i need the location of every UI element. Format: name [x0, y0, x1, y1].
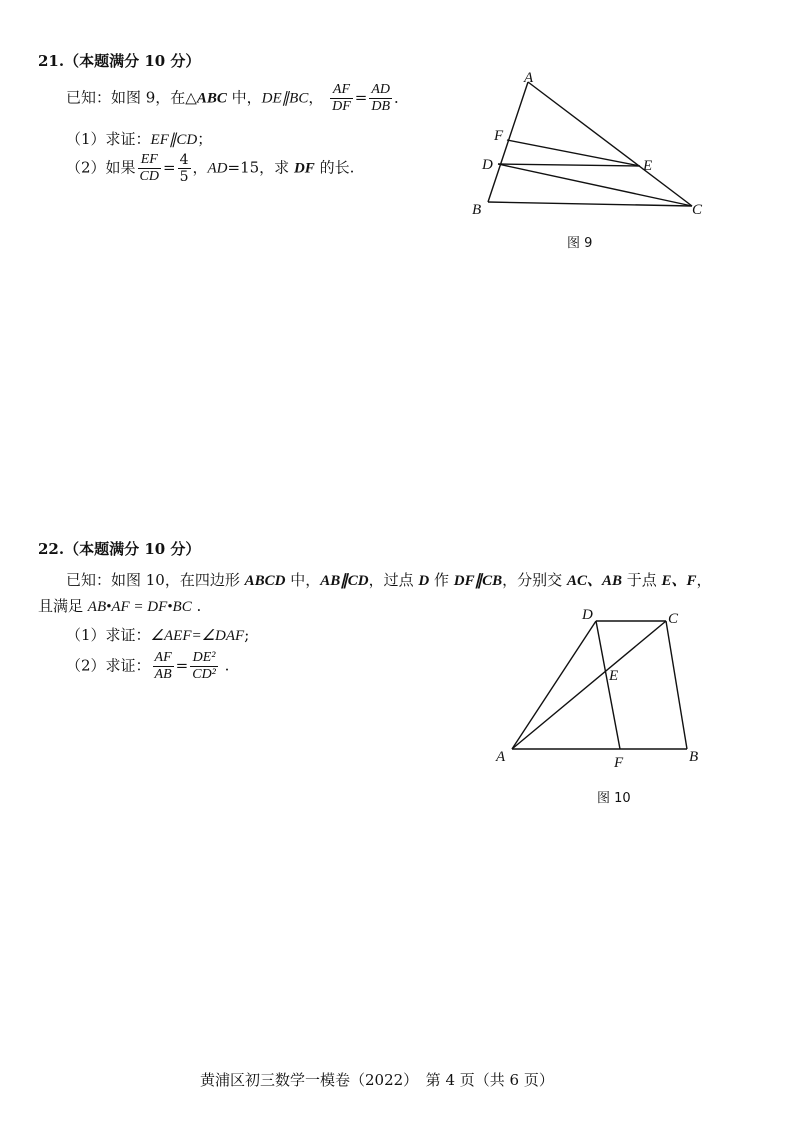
fig9-label-e: E	[643, 158, 653, 174]
q22-part2-equals: =	[175, 656, 189, 675]
q22-line1-mid4: ，分别交	[502, 571, 567, 589]
fig10-segment-cb	[666, 621, 687, 749]
q22-part2	[66, 650, 229, 683]
q21-part2-ad-val: =15，求	[227, 158, 294, 177]
q21-part2-end: 的长.	[314, 158, 355, 177]
q21-given-prefix: 已知：如图 9，在△	[66, 88, 197, 107]
q21-part2-val-den: 5	[179, 169, 189, 185]
q22-line2-prefix: 且满足	[38, 597, 88, 615]
q22-part1	[66, 624, 249, 645]
q22-part2-frac2-num: DE²	[192, 650, 216, 665]
q22-line2-expr: AB•AF = DF•BC	[87, 599, 192, 615]
q22-part2-frac1-num: AF	[154, 650, 172, 665]
fig10-label-a: A	[496, 749, 506, 765]
q21-frac1-den: DF	[332, 99, 351, 114]
q22-quad-abcd: ABCD	[244, 573, 286, 589]
fig9-segment-fe	[507, 140, 640, 166]
q22-ac-ab: AC、AB	[566, 573, 622, 589]
fig10-segment-df	[596, 621, 620, 749]
fig9-label-c: C	[692, 202, 703, 218]
q21-part2-frac-num: EF	[140, 152, 158, 167]
q21-part1-label: （1）求证：	[66, 130, 151, 148]
q21-comma: ，	[308, 88, 324, 107]
q22-part2-frac1-den: AB	[154, 667, 172, 682]
fig9-label-f: F	[494, 128, 504, 144]
q22-given-line1	[66, 569, 712, 590]
q21-frac1-num: AF	[332, 82, 351, 97]
fig9-label-d: D	[482, 157, 493, 173]
q21-triangle-abc: ABC	[196, 90, 227, 107]
fig10-label-f: F	[614, 755, 624, 771]
fig9-segment-bc	[488, 202, 692, 206]
q21-part2-frac-den: CD	[139, 169, 159, 184]
q22-part2-fraction-de2-cd2	[190, 650, 218, 683]
q21-part2	[66, 152, 354, 185]
figure-10-diagram	[490, 605, 710, 775]
q21-part2-df: DF	[293, 160, 315, 177]
fig10-label-d: D	[582, 607, 593, 623]
fig9-segment-de	[498, 164, 640, 166]
q21-frac2-den: DB	[371, 99, 391, 114]
q21-part2-label: （2）如果	[66, 158, 136, 177]
q21-part2-fraction-4-5	[178, 152, 191, 185]
q22-part2-fraction-af-ab	[153, 650, 174, 683]
q21-fraction-af-df	[330, 82, 353, 115]
q21-part1-end: ；	[197, 130, 213, 148]
fig10-label-e: E	[609, 668, 619, 684]
q22-part2-label: （2）求证：	[66, 656, 151, 675]
q22-df-parallel-cb: DF∥CB	[453, 573, 503, 589]
q22-part2-frac2-den: CD²	[192, 667, 216, 682]
q21-part2-mid: ，	[192, 158, 208, 177]
q21-part2-ad: AD	[207, 160, 228, 177]
q21-part2-fraction-ef-cd	[138, 152, 161, 185]
q22-line1-mid5: 于点	[621, 571, 662, 589]
q21-fraction-ad-db	[369, 82, 392, 115]
q22-part1-end: ;	[244, 626, 250, 644]
q22-part1-label: （1）求证：	[66, 626, 151, 644]
q21-part1-expr: EF∥CD	[150, 132, 198, 148]
figure-10-caption: 图 10	[597, 791, 631, 806]
q21-given-mid: 中，	[226, 88, 262, 107]
fig10-segment-ad	[512, 621, 596, 749]
q21-part2-val-num: 4	[179, 152, 189, 168]
q21-frac2-num: AD	[371, 82, 391, 97]
q22-point-d: D	[418, 573, 430, 589]
fig9-label-a: A	[524, 70, 534, 86]
q22-points-ef: E、F	[661, 573, 697, 589]
figure-9-diagram	[460, 70, 710, 230]
q22-line1-end: ，	[696, 571, 712, 589]
figure-9-caption: 图 9	[567, 236, 593, 251]
q21-equals: =	[354, 88, 368, 107]
q21-period: ．	[394, 88, 410, 107]
q22-line1-mid1: 中，	[285, 571, 321, 589]
q22-given-line2	[38, 595, 201, 616]
fig9-segment-ac	[528, 82, 692, 206]
q21-part2-equals: =	[163, 158, 176, 177]
q22-ab-parallel-cd: AB∥CD	[320, 573, 369, 589]
fig10-label-b: B	[689, 749, 699, 765]
q22-line1-prefix: 已知：如图 10，在四边形	[66, 571, 245, 589]
q22-part2-end: .	[219, 656, 230, 675]
q22-part1-expr: ∠AEF=∠DAF	[150, 628, 245, 644]
q22-line1-mid3: 作	[429, 571, 454, 589]
q22-line2-end: .	[191, 597, 202, 615]
page-footer: 黄浦区初三数学一模卷（2022） 第 4 页（共 6 页）	[200, 1071, 554, 1089]
q21-header: 21.（本题满分 10 分）	[38, 52, 201, 70]
fig10-segment-ac	[512, 621, 666, 749]
q21-given	[66, 82, 409, 115]
fig10-label-c: C	[668, 611, 679, 627]
fig9-label-b: B	[472, 202, 482, 218]
fig9-segment-dc	[498, 164, 692, 206]
q21-de-parallel-bc: DE∥BC	[261, 90, 309, 107]
q22-header: 22.（本题满分 10 分）	[38, 540, 201, 558]
q21-part1	[66, 128, 212, 149]
q22-line1-mid2: ，过点	[368, 571, 419, 589]
